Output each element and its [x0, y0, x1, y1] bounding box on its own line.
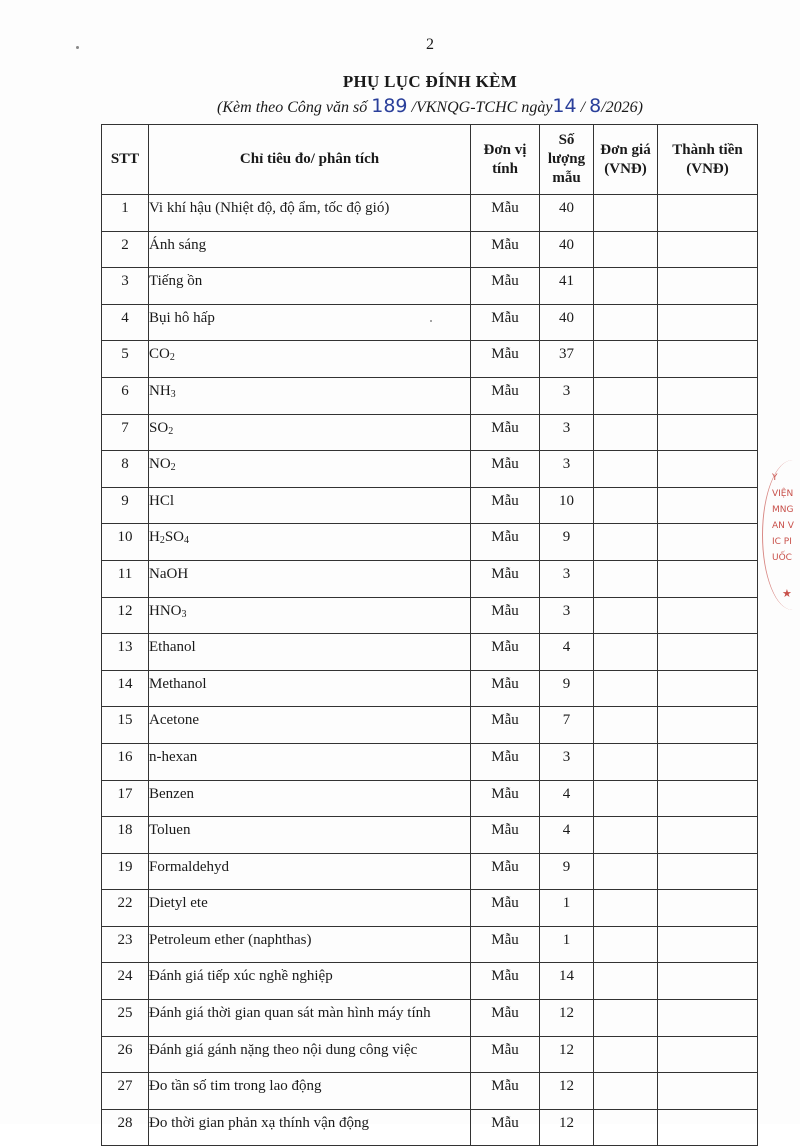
table-row: [102, 707, 758, 744]
page-title: PHỤ LỤC ĐÍNH KÈM: [342, 72, 518, 91]
seal-text-line: VIỆN: [772, 489, 794, 499]
cell-unit-price: [594, 634, 658, 671]
cell-quantity: 3: [540, 377, 594, 414]
cell-total: [658, 853, 758, 890]
cell-quantity: 12: [540, 1073, 594, 1110]
cell-total: [658, 195, 758, 232]
cell-unit: Mẫu: [471, 853, 540, 890]
cell-indicator: Toluen: [149, 817, 471, 854]
cell-unit-price: [594, 1000, 658, 1037]
cell-stt: 27: [102, 1073, 149, 1110]
table-row: [102, 670, 758, 707]
cell-indicator: HCl: [149, 487, 471, 524]
cell-unit-price: [594, 707, 658, 744]
cell-unit: Mẫu: [471, 743, 540, 780]
cell-indicator: Tiếng ồn: [149, 268, 471, 305]
cell-quantity: 1: [540, 890, 594, 927]
cell-indicator: Ánh sáng: [149, 231, 471, 268]
cell-stt: 16: [102, 743, 149, 780]
cell-indicator: Dietyl ete: [149, 890, 471, 927]
cell-unit: Mẫu: [471, 780, 540, 817]
cell-total: [658, 414, 758, 451]
table-row: [102, 195, 758, 232]
cell-unit: Mẫu: [471, 195, 540, 232]
cell-indicator: Bụi hô hấp: [149, 304, 471, 341]
cell-unit-price: [594, 487, 658, 524]
cell-unit: Mẫu: [471, 487, 540, 524]
cell-unit-price: [594, 817, 658, 854]
table-row: [102, 524, 758, 561]
table-body: [102, 195, 758, 1146]
cell-quantity: 12: [540, 1109, 594, 1146]
cell-indicator: n-hexan: [149, 743, 471, 780]
cell-quantity: 3: [540, 597, 594, 634]
cell-unit: Mẫu: [471, 597, 540, 634]
cell-unit: Mẫu: [471, 268, 540, 305]
cell-total: [658, 817, 758, 854]
cell-stt: 28: [102, 1109, 149, 1146]
subtitle-suffix: /2026): [601, 99, 643, 116]
cell-unit-price: [594, 341, 658, 378]
seal-text-line: UỐC: [772, 553, 792, 563]
cell-stt: 5: [102, 341, 149, 378]
table-row: [102, 1036, 758, 1073]
cell-quantity: 40: [540, 195, 594, 232]
cell-unit: Mẫu: [471, 926, 540, 963]
seal-text-line: Y: [772, 473, 778, 483]
cell-total: [658, 1073, 758, 1110]
table-row: [102, 1109, 758, 1146]
cell-unit: Mẫu: [471, 1073, 540, 1110]
table-row: [102, 597, 758, 634]
cell-indicator: Ethanol: [149, 634, 471, 671]
cell-stt: 11: [102, 560, 149, 597]
cell-stt: 23: [102, 926, 149, 963]
red-seal-fragment: [768, 460, 800, 610]
cell-indicator: Acetone: [149, 707, 471, 744]
cell-quantity: 12: [540, 1000, 594, 1037]
table-row: [102, 341, 758, 378]
cell-total: [658, 1000, 758, 1037]
subtitle-prefix: (Kèm theo Công văn số: [217, 99, 368, 116]
table-row: [102, 743, 758, 780]
cell-unit-price: [594, 414, 658, 451]
cell-unit: Mẫu: [471, 304, 540, 341]
cell-stt: 2: [102, 231, 149, 268]
seal-text-line: MNG: [772, 505, 794, 515]
header-unit: Đơn vị tính: [471, 125, 540, 195]
header-unit-price: Đơn giá (VNĐ): [594, 125, 658, 195]
cell-stt: 14: [102, 670, 149, 707]
cell-indicator: $NH_3$: [149, 377, 471, 414]
cell-total: [658, 634, 758, 671]
cell-indicator: $CO_2$: [149, 341, 471, 378]
cell-stt: 4: [102, 304, 149, 341]
cell-unit: Mẫu: [471, 451, 540, 488]
cell-stt: 25: [102, 1000, 149, 1037]
table-row: [102, 377, 758, 414]
cell-total: [658, 890, 758, 927]
subtitle-middle: /VKNQG-TCHC ngày: [411, 99, 553, 116]
table-row: [102, 487, 758, 524]
appendix-table: [101, 124, 758, 1146]
cell-total: [658, 341, 758, 378]
cell-stt: 19: [102, 853, 149, 890]
cell-total: [658, 707, 758, 744]
cell-stt: 13: [102, 634, 149, 671]
handwritten-doc-number: 189: [371, 95, 408, 117]
cell-indicator: $SO_2$: [149, 414, 471, 451]
cell-unit: Mẫu: [471, 1000, 540, 1037]
header-stt: STT: [102, 125, 149, 195]
cell-total: [658, 487, 758, 524]
page-number: 2: [426, 36, 434, 53]
seal-star-icon: ★: [782, 587, 792, 600]
cell-quantity: 9: [540, 853, 594, 890]
cell-total: [658, 670, 758, 707]
cell-total: [658, 377, 758, 414]
table-row: [102, 451, 758, 488]
seal-text-line: IC PI: [772, 537, 792, 547]
cell-quantity: 14: [540, 963, 594, 1000]
cell-total: [658, 743, 758, 780]
table-row: [102, 1000, 758, 1037]
cell-total: [658, 1109, 758, 1146]
cell-quantity: 40: [540, 231, 594, 268]
cell-unit: Mẫu: [471, 634, 540, 671]
cell-unit: Mẫu: [471, 231, 540, 268]
seal-text: [772, 470, 794, 566]
cell-indicator: Đo thời gian phản xạ thính vận động: [149, 1109, 471, 1146]
cell-quantity: 40: [540, 304, 594, 341]
cell-unit-price: [594, 743, 658, 780]
cell-unit: Mẫu: [471, 1036, 540, 1073]
cell-unit-price: [594, 268, 658, 305]
cell-quantity: 1: [540, 926, 594, 963]
cell-stt: 18: [102, 817, 149, 854]
cell-stt: 15: [102, 707, 149, 744]
cell-quantity: 9: [540, 670, 594, 707]
cell-quantity: 3: [540, 414, 594, 451]
cell-stt: 9: [102, 487, 149, 524]
cell-unit: Mẫu: [471, 377, 540, 414]
cell-unit: Mẫu: [471, 1109, 540, 1146]
cell-stt: 17: [102, 780, 149, 817]
cell-total: [658, 231, 758, 268]
cell-unit: Mẫu: [471, 670, 540, 707]
cell-indicator: Vi khí hậu (Nhiệt độ, độ ẩm, tốc độ gió): [149, 195, 471, 232]
cell-total: [658, 560, 758, 597]
table-row: [102, 926, 758, 963]
cell-total: [658, 780, 758, 817]
cell-stt: 3: [102, 268, 149, 305]
cell-stt: 7: [102, 414, 149, 451]
cell-indicator: Đánh giá tiếp xúc nghề nghiệp: [149, 963, 471, 1000]
cell-unit-price: [594, 1073, 658, 1110]
cell-unit-price: [594, 597, 658, 634]
cell-quantity: 3: [540, 743, 594, 780]
seal-text-line: AN V: [772, 521, 794, 531]
cell-indicator: Methanol: [149, 670, 471, 707]
table-row: [102, 780, 758, 817]
cell-indicator: $H_2SO_4$: [149, 524, 471, 561]
scan-speck: [76, 46, 79, 49]
cell-stt: 1: [102, 195, 149, 232]
cell-quantity: 41: [540, 268, 594, 305]
subtitle: [0, 95, 800, 117]
cell-indicator: $HNO_3$: [149, 597, 471, 634]
cell-unit: Mẫu: [471, 560, 540, 597]
cell-unit-price: [594, 195, 658, 232]
cell-unit-price: [594, 451, 658, 488]
cell-unit: Mẫu: [471, 414, 540, 451]
cell-unit-price: [594, 853, 658, 890]
cell-unit-price: [594, 524, 658, 561]
cell-indicator: Đánh giá thời gian quan sát màn hình máy tính: [149, 1000, 471, 1037]
table-row: [102, 268, 758, 305]
header-total: Thành tiền (VNĐ): [658, 125, 758, 195]
cell-stt: 6: [102, 377, 149, 414]
cell-unit: Mẫu: [471, 817, 540, 854]
handwritten-day: 14: [552, 95, 577, 117]
cell-indicator: Petroleum ether (naphthas): [149, 926, 471, 963]
cell-total: [658, 597, 758, 634]
cell-total: [658, 926, 758, 963]
cell-stt: 24: [102, 963, 149, 1000]
cell-quantity: 9: [540, 524, 594, 561]
cell-unit: Mẫu: [471, 963, 540, 1000]
cell-unit-price: [594, 231, 658, 268]
cell-indicator: NaOH: [149, 560, 471, 597]
cell-unit-price: [594, 926, 658, 963]
cell-indicator: $NO_2$: [149, 451, 471, 488]
cell-total: [658, 268, 758, 305]
cell-quantity: 4: [540, 817, 594, 854]
cell-total: [658, 1036, 758, 1073]
table-row: [102, 414, 758, 451]
subtitle-sep: /: [576, 99, 590, 116]
cell-quantity: 10: [540, 487, 594, 524]
cell-unit-price: [594, 670, 658, 707]
table-row: [102, 304, 758, 341]
cell-quantity: 7: [540, 707, 594, 744]
table-row: [102, 853, 758, 890]
cell-unit-price: [594, 560, 658, 597]
cell-stt: 12: [102, 597, 149, 634]
cell-total: [658, 304, 758, 341]
cell-unit-price: [594, 963, 658, 1000]
cell-quantity: 3: [540, 451, 594, 488]
cell-unit-price: [594, 890, 658, 927]
cell-unit: Mẫu: [471, 524, 540, 561]
cell-unit-price: [594, 780, 658, 817]
table-row: [102, 890, 758, 927]
cell-unit-price: [594, 377, 658, 414]
table-row: [102, 1073, 758, 1110]
table-row: [102, 817, 758, 854]
cell-unit-price: [594, 1109, 658, 1146]
cell-indicator: Benzen: [149, 780, 471, 817]
cell-total: [658, 451, 758, 488]
table-row: [102, 231, 758, 268]
header-quantity: Số lượng mẫu: [540, 125, 594, 195]
header-indicator: Chỉ tiêu đo/ phân tích: [149, 125, 471, 195]
cell-quantity: 3: [540, 560, 594, 597]
table-header-row: [102, 125, 758, 195]
cell-unit: Mẫu: [471, 707, 540, 744]
cell-total: [658, 963, 758, 1000]
table-row: [102, 634, 758, 671]
handwritten-month: 8: [589, 95, 602, 117]
scan-speck: [430, 320, 432, 322]
cell-indicator: Đo tần số tim trong lao động: [149, 1073, 471, 1110]
cell-quantity: 37: [540, 341, 594, 378]
cell-stt: 8: [102, 451, 149, 488]
cell-quantity: 4: [540, 780, 594, 817]
cell-quantity: 12: [540, 1036, 594, 1073]
cell-indicator: Đánh giá gánh nặng theo nội dung công việc: [149, 1036, 471, 1073]
cell-unit-price: [594, 1036, 658, 1073]
table-row: [102, 560, 758, 597]
cell-unit: Mẫu: [471, 341, 540, 378]
cell-unit-price: [594, 304, 658, 341]
cell-total: [658, 524, 758, 561]
table-row: [102, 963, 758, 1000]
cell-stt: 10: [102, 524, 149, 561]
cell-stt: 26: [102, 1036, 149, 1073]
cell-unit: Mẫu: [471, 890, 540, 927]
cell-quantity: 4: [540, 634, 594, 671]
cell-indicator: Formaldehyd: [149, 853, 471, 890]
cell-stt: 22: [102, 890, 149, 927]
